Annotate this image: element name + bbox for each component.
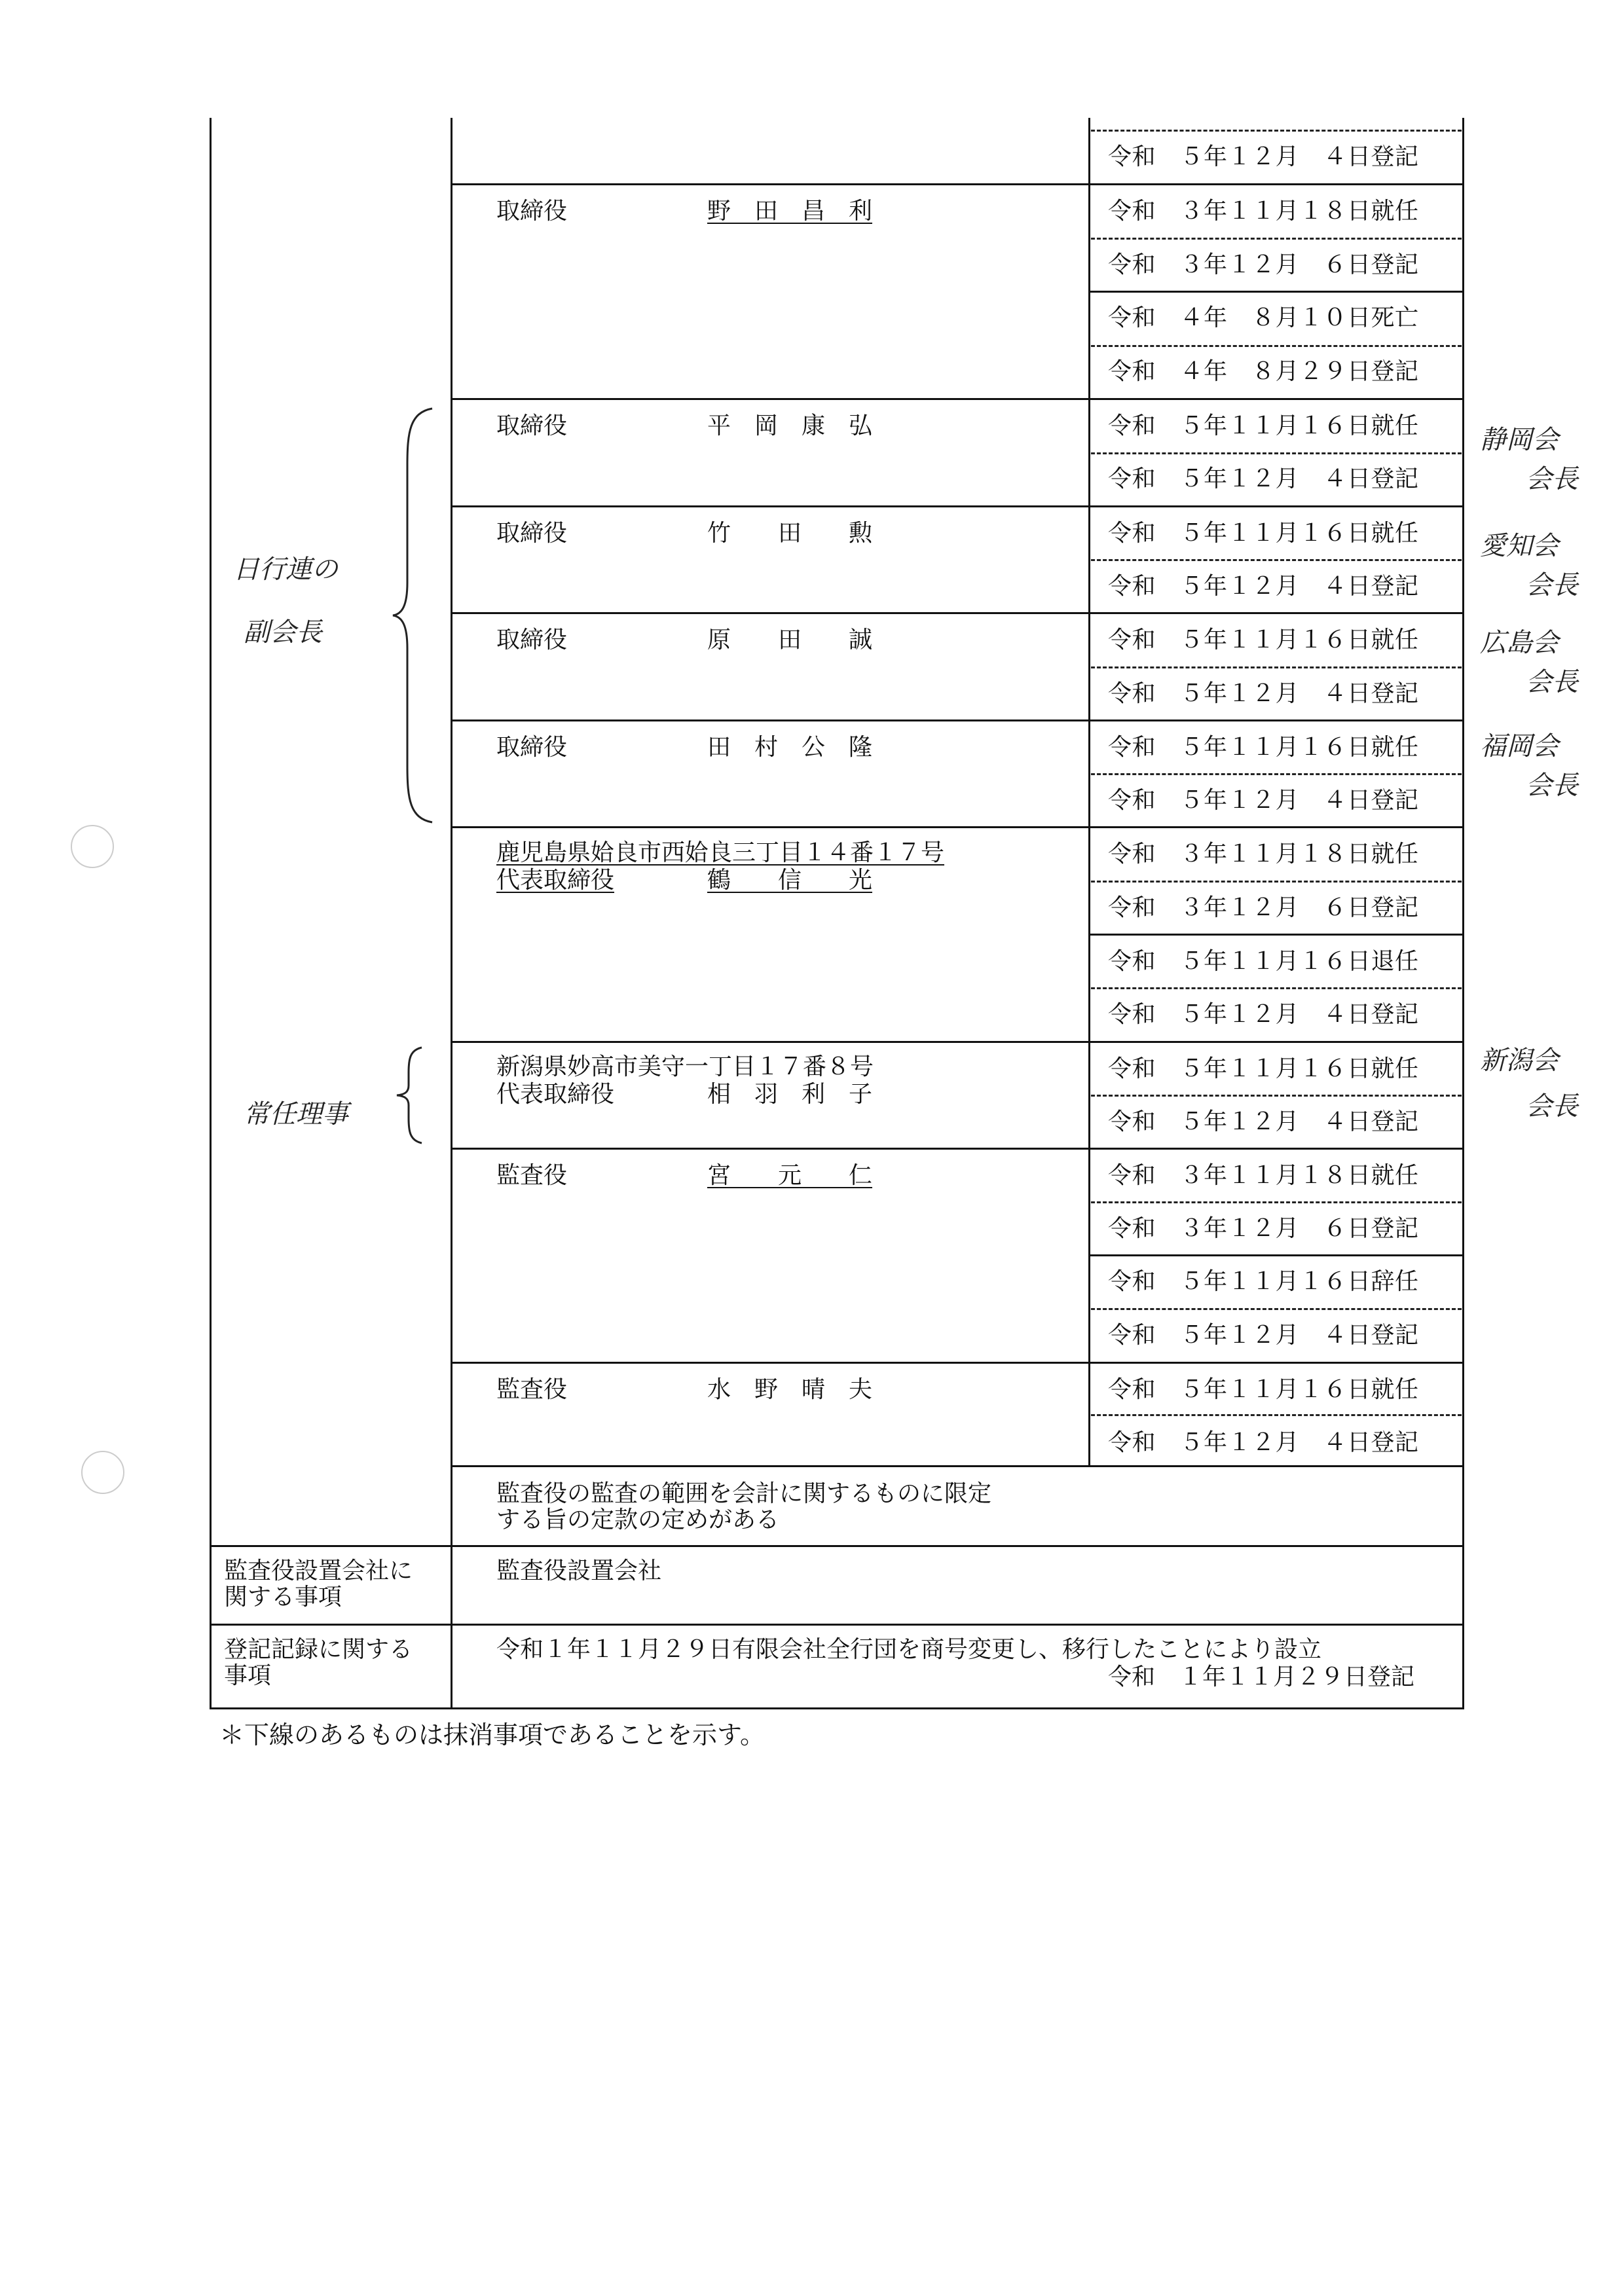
row-line	[452, 1362, 1464, 1364]
date-entry: 令和 ３年１１月１８日就任	[1108, 841, 1419, 867]
row-line	[452, 183, 1464, 185]
officer-title: 取締役	[496, 520, 568, 547]
col-divider-label	[451, 118, 452, 1709]
date-dash	[1091, 1308, 1462, 1310]
officer-title: 監査役	[496, 1376, 568, 1403]
registry-label-line2: 事項	[224, 1662, 272, 1689]
date-entry: 令和 ５年１１月１６日就任	[1108, 734, 1419, 761]
officer-title: 取締役	[496, 412, 568, 439]
table-right-border	[1462, 118, 1464, 1709]
handwritten-group-label-line2: 副会長	[244, 617, 322, 647]
audit-note-line1: 監査役の監査の範囲を会計に関するものに限定	[496, 1480, 992, 1507]
date-entry: 令和 ５年１２月 ４日登記	[1108, 465, 1419, 492]
handwritten-note-line1: 福岡会	[1480, 731, 1559, 761]
date-dash	[1091, 238, 1462, 240]
handwritten-note-line1: 静岡会	[1480, 425, 1559, 455]
row-line	[452, 1465, 1464, 1467]
date-dash	[1091, 452, 1462, 454]
officer-title: 代表取締役	[496, 867, 615, 894]
officer-title: 取締役	[496, 734, 568, 761]
date-entry: 令和 ５年１１月１６日就任	[1108, 520, 1419, 547]
officer-title: 取締役	[496, 198, 568, 225]
date-entry: 令和 ５年１２月 ４日登記	[1108, 1429, 1419, 1456]
officer-address: 新潟県妙高市美守一丁目１７番８号	[496, 1053, 874, 1080]
brace-left-small	[393, 1046, 426, 1144]
table-left-border	[210, 118, 212, 1709]
date-entry: 令和 ５年１１月１６日就任	[1108, 412, 1419, 439]
date-entry: 令和 ５年１２月 ４日登記	[1108, 1108, 1419, 1135]
row-line	[452, 1041, 1464, 1043]
row-line	[210, 1707, 1464, 1709]
date-entry: 令和 ５年１１月１６日退任	[1108, 948, 1419, 975]
audit-company-label-line1: 監査役設置会社に	[224, 1558, 413, 1584]
officer-name: 田 村 公 隆	[707, 734, 873, 761]
date-entry: 令和 ３年１１月１８日就任	[1108, 198, 1419, 225]
officer-name: 原 田 誠	[707, 627, 873, 653]
handwritten-note-line2: 会長	[1526, 667, 1578, 697]
date-entry: 令和 ５年１２月 ４日登記	[1108, 1001, 1419, 1028]
officer-title: 代表取締役	[496, 1081, 615, 1108]
date-dash	[1091, 987, 1462, 989]
date-entry: 令和 ５年１２月 ４日登記	[1108, 787, 1419, 814]
date-line	[1090, 1254, 1464, 1256]
handwritten-note-line1: 広島会	[1480, 628, 1559, 658]
date-entry: 令和 ５年１２月 ４日登記	[1108, 1322, 1419, 1349]
date-entry: 令和 ５年１１月１６日就任	[1108, 627, 1419, 653]
date-dash	[1091, 666, 1462, 668]
date-dash	[1091, 345, 1462, 347]
officer-name: 相 羽 利 子	[707, 1081, 873, 1108]
row-line	[452, 505, 1464, 507]
row-line	[210, 1624, 1464, 1626]
date-dash	[1091, 130, 1462, 132]
row-line	[452, 398, 1464, 400]
footnote: ＊下線のあるものは抹消事項であることを示す。	[219, 1721, 765, 1749]
brace-left-large	[390, 406, 436, 825]
handwritten-note-line2: 会長	[1526, 771, 1578, 801]
date-dash	[1091, 1414, 1462, 1416]
handwritten-note-line2: 会長	[1526, 1091, 1578, 1121]
row-line	[452, 720, 1464, 721]
date-entry: 令和 ４年 ８月２９日登記	[1108, 358, 1419, 385]
officer-name: 鶴 信 光	[707, 867, 873, 894]
officer-name: 野 田 昌 利	[707, 198, 873, 225]
handwritten-note-line2: 会長	[1526, 570, 1578, 600]
officer-address: 鹿児島県姶良市西姶良三丁目１４番１７号	[496, 839, 945, 866]
registry-value: 令和１年１１月２９日有限会社全行団を商号変更し、移行したことにより設立	[496, 1636, 1322, 1663]
handwritten-note-line1: 新潟会	[1480, 1046, 1559, 1076]
registry-label-line1: 登記記録に関する	[224, 1636, 413, 1663]
row-line	[452, 826, 1464, 828]
row-line	[452, 1148, 1464, 1150]
date-entry: 令和 ３年１２月 ６日登記	[1108, 251, 1419, 278]
handwritten-note-line1: 愛知会	[1480, 531, 1559, 561]
date-entry: 令和 ５年１１月１６日就任	[1108, 1376, 1419, 1403]
officer-title: 取締役	[496, 627, 568, 653]
date-dash	[1091, 881, 1462, 883]
date-entry: 令和 ３年１２月 ６日登記	[1108, 1215, 1419, 1242]
date-line	[1090, 934, 1464, 936]
audit-note-line2: する旨の定款の定めがある	[496, 1506, 780, 1533]
date-dash	[1091, 773, 1462, 775]
audit-company-label-line2: 関する事項	[224, 1584, 342, 1611]
date-entry: 令和 ５年１２月 ４日登記	[1108, 573, 1419, 600]
audit-company-value: 監査役設置会社	[496, 1558, 662, 1584]
date-dash	[1091, 559, 1462, 561]
officer-name: 平 岡 康 弘	[707, 412, 873, 439]
officer-name: 宮 元 仁	[707, 1162, 873, 1189]
date-line	[1090, 291, 1464, 293]
date-entry: 令和 ５年１１月１６日辞任	[1108, 1268, 1419, 1295]
date-entry: 令和 ３年１２月 ６日登記	[1108, 894, 1419, 921]
punch-hole-bottom	[81, 1451, 124, 1494]
date-dash	[1091, 1095, 1462, 1097]
date-entry: 令和 ５年１１月１６日就任	[1108, 1055, 1419, 1082]
date-entry: 令和 ５年１２月 ４日登記	[1108, 680, 1419, 707]
date-entry: 令和 ５年１２月 ４日登記	[1108, 143, 1419, 170]
date-entry: 令和 ４年 ８月１０日死亡	[1108, 304, 1419, 331]
date-entry: 令和 ３年１１月１８日就任	[1108, 1162, 1419, 1189]
officer-name: 水 野 晴 夫	[707, 1376, 873, 1403]
registry-date: 令和 １年１１月２９日登記	[1108, 1664, 1415, 1690]
row-line	[210, 1545, 1464, 1547]
officer-name: 竹 田 勲	[707, 520, 873, 547]
date-dash	[1091, 1201, 1462, 1203]
handwritten-note-line2: 会長	[1526, 464, 1578, 494]
handwritten-standing-label: 常任理事	[244, 1099, 348, 1129]
officer-title: 監査役	[496, 1162, 568, 1189]
punch-hole-top	[71, 825, 114, 868]
row-line	[452, 612, 1464, 614]
handwritten-group-label-line1: 日行連の	[233, 555, 338, 585]
col-divider-dates	[1088, 118, 1090, 1465]
